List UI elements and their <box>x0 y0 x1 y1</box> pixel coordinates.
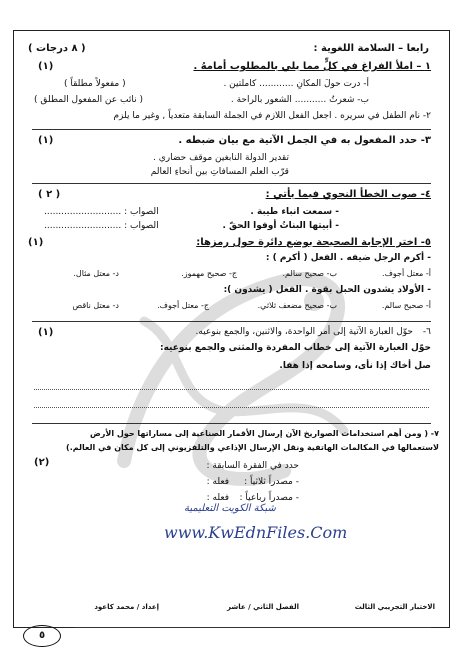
footer-exam: الاختبار التجريبي الثالث <box>354 603 435 611</box>
separator <box>32 423 431 424</box>
q7-prompt: حدد في الفقرة السابقة : <box>206 461 299 471</box>
q7-text2: لاستعمالها في المكالمات الهاتفية ونقل الإرسال الإذاعي والتلفزيوني إلى كل مكان في العالم.) <box>66 443 439 452</box>
q4-answer2: الصواب : ........................... <box>44 221 159 231</box>
q4-instruction: ٤- صوب الخطأ النحوي فيما يأتي : <box>265 189 431 200</box>
q6-score: (١) <box>38 327 54 338</box>
exam-page <box>13 30 450 641</box>
q7-text1: ٧- ( ومن أهم استخدامات الصواريخ الآن إرسال الأقمار الصناعية إلى مساراتها حول الأرض <box>90 429 439 438</box>
q6-number: ٦- <box>422 327 431 337</box>
q1-line-a: أ- درت حولَ المكانِ ............ كاملتين . <box>223 79 369 89</box>
q5-score: (١) <box>28 237 44 248</box>
q5-option: ب- صحيح مضعف ثلاثي. <box>257 301 337 310</box>
q5-option: ج- صحيح مهموز. <box>181 269 237 278</box>
q5-option: د- معتل ناقص <box>72 301 119 310</box>
q7-item1: - مصدراً ثلاثياً : <box>244 477 299 487</box>
separator <box>32 129 431 130</box>
q6-sentence: صل أخاك إذا نأى، وسامحه إذا هفا. <box>279 361 431 371</box>
q7-item2: - مصدراً رباعياً : <box>239 493 299 503</box>
q4-answer1: الصواب : ........................... <box>44 207 159 217</box>
q7-verb2: فعله : <box>206 493 229 503</box>
section-grade: ( ٨ درجات ) <box>28 43 86 54</box>
q7-score: (٢) <box>34 457 50 468</box>
q1-hint-b: ( نائب عن المفعول المطلق ) <box>34 95 143 105</box>
q3-instruction: ٣- حدد المفعول به في الجمل الآتية مع بيان ضبطه . <box>178 135 431 146</box>
q5-option: أ- معتل أجوف. <box>382 269 431 278</box>
q5-instruction: ٥- اختر الإجابة الصحيحة بوضع دائرة حول رمزها: <box>196 237 431 248</box>
q6-instruction: حوّل العبارة الآتية إلى أمر الواحدة، والاثنين، والجمع بنوعيه. <box>195 327 413 337</box>
footer-author: إعداد / محمد كاعود <box>94 603 159 611</box>
q5-option: د- معتل مثال. <box>73 269 119 278</box>
q4-line2: - أبيتها البناتُ أوفوا الحقّ . <box>222 221 339 231</box>
separator <box>32 183 431 184</box>
q4-score: ( ٢ ) <box>38 189 61 200</box>
q7-verb1: فعله : <box>206 477 229 487</box>
separator <box>32 321 431 322</box>
watermark-site-ar: شبكة الكويت التعليمية <box>184 503 276 514</box>
q1-line-b: ب- شعرتُ ........... الشعور بالراحة . <box>230 95 369 105</box>
q5-sentence1: - أكرم الرجل ضيفه . الفعل ( أكرم ) : <box>265 253 431 263</box>
footer-term: الفصل الثاني / عاشر <box>227 603 299 611</box>
q6-bold-line: حوّل العبارة الآتية إلى خطاب المفردة والمثنى والجمع بنوعيه: <box>160 343 431 353</box>
q5-option: أ- صحيح سالم. <box>381 301 431 310</box>
q5-sentence2: - الأولاد يشدون الحبل بقوة . الفعل ( يشدون ): <box>223 285 431 295</box>
q2-text: ٢- نام الطفل في سريره . اجعل الفعل اللازم في الجملة السابقة متعدياً , وغير ما يلزم <box>113 111 431 121</box>
answer-line <box>34 389 429 390</box>
answer-line <box>34 407 429 408</box>
q4-line1: - سمعت انباء طيبة . <box>250 207 339 217</box>
watermark-site-url: www.KwEdnFiles.Com <box>164 523 348 542</box>
q5-option: ج- معتل أجوف. <box>157 301 209 310</box>
q5-option: ب- صحيح سالم. <box>282 269 337 278</box>
q3-line1: تقدير الدولة النابغين موقف حضاري . <box>152 153 289 163</box>
q1-hint-a: ( مفعولاً مطلقاً ) <box>64 79 126 89</box>
q1-instruction: ١ – املأ الفراغ في كلٍّ مما يلي بالمطلوب أمامهُ . <box>193 61 431 72</box>
section-heading: رابعا – السلامة اللغوية : <box>313 43 429 54</box>
page-number-badge: ٥ <box>23 625 61 647</box>
q1-score: (١) <box>38 61 54 72</box>
q3-line2: قرّب العلم المسافاتِ بين أنحاءِ العالم <box>150 167 289 177</box>
q3-score: (١) <box>38 135 54 146</box>
footer-separator <box>74 627 431 628</box>
